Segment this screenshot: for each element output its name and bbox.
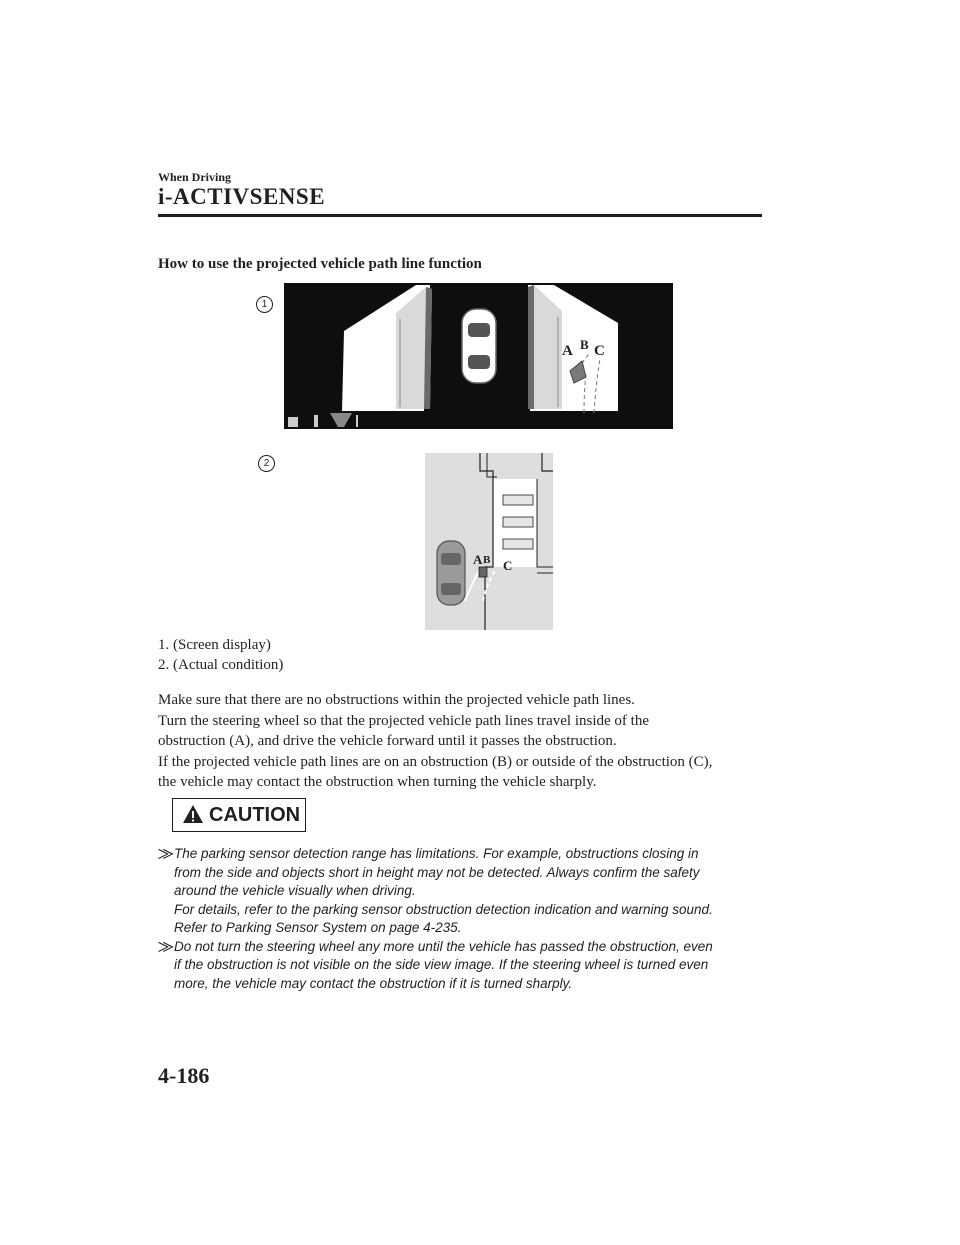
caution-item xyxy=(158,938,778,994)
warning-triangle-icon xyxy=(182,804,204,824)
caption-2: 2. (Actual condition) xyxy=(158,657,284,673)
caution-item xyxy=(158,845,778,938)
figure-2-label-a: A xyxy=(473,552,483,567)
header-divider xyxy=(158,214,762,217)
body-line: Turn the steering wheel so that the projected vehicle path lines travel inside of the xyxy=(158,712,649,729)
body-line: Make sure that there are no obstructions within the projected vehicle path lines. xyxy=(158,692,635,708)
subheading: How to use the projected vehicle path line function xyxy=(158,256,482,272)
caution-line: from the side and objects short in height may not be detected. Always confirm the safety xyxy=(174,864,700,880)
body-line: the vehicle may contact the obstruction when turning the vehicle sharply. xyxy=(158,774,597,790)
caption-1: 1. (Screen display) xyxy=(158,637,271,653)
section-label: When Driving xyxy=(158,170,232,184)
caution-line: For details, refer to the parking sensor obstruction detection indication and warning sound. xyxy=(174,901,713,917)
caution-list xyxy=(158,845,778,993)
figure-2-callout: 2 xyxy=(258,455,275,472)
figure-screen-display xyxy=(284,283,673,429)
caution-line: more, the vehicle may contact the obstruction if it is turned sharply. xyxy=(174,975,573,991)
figure-2-label-b: B xyxy=(483,554,491,566)
caution-banner xyxy=(172,798,306,832)
body-line: If the projected vehicle path lines are on an obstruction (B) or outside of the obstruction (C), xyxy=(158,753,713,770)
figure-1-label-a: A xyxy=(562,343,573,359)
body-line: obstruction (A), and drive the vehicle forward until it passes the obstruction. xyxy=(158,733,617,749)
caution-line: around the vehicle visually when driving. xyxy=(174,883,416,898)
figure-1-label-b: B xyxy=(580,337,589,352)
page-number: 4-186 xyxy=(158,1063,210,1088)
caution-line: Refer to Parking Sensor System on page 4-235. xyxy=(174,920,462,935)
caution-line: if the obstruction is not visible on the side view image. If the steering wheel is turned even xyxy=(174,957,709,972)
arrow-bullet-icon: ⨠ xyxy=(158,846,174,861)
screen-display-illustration xyxy=(284,283,673,429)
figure-captions xyxy=(158,635,283,675)
arrow-bullet-icon: ⨠ xyxy=(158,938,174,954)
figure-1-label-c: C xyxy=(594,343,605,359)
figure-1-callout: 1 xyxy=(256,296,273,313)
caution-line: The parking sensor detection range has limitations. For example, obstructions closing in xyxy=(174,846,699,861)
section-title: i-ACTIVSENSE xyxy=(158,184,326,209)
figure-2-label-c: C xyxy=(503,558,513,573)
figure-actual-condition xyxy=(425,453,553,630)
caution-line: Do not turn the steering wheel any more until the vehicle has passed the obstruction, even xyxy=(174,938,713,954)
actual-condition-illustration xyxy=(425,453,553,630)
caution-label: CAUTION xyxy=(209,804,301,826)
instructions-paragraph xyxy=(158,690,778,793)
